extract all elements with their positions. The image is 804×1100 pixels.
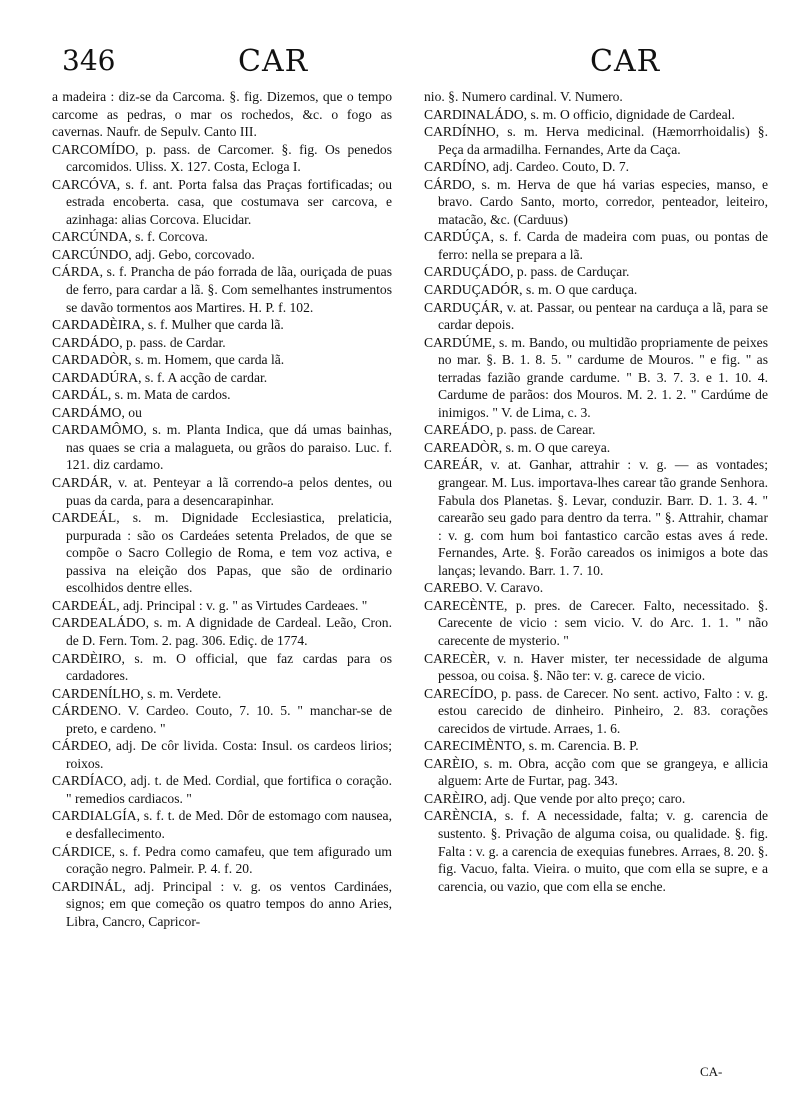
dictionary-entry: CARDEÁL, adj. Principal : v. g. " as Virtudes Cardeaes. " [52, 597, 368, 613]
dictionary-entry: CÁRDICE, s. f. Pedra como camafeu, que tem afigurado um coração negro. Palmeir. P. 4. f. 20. [52, 843, 392, 877]
dictionary-entry: CARDENÍLHO, s. m. Verdete. [52, 685, 222, 701]
dictionary-entry: CAREADÒR, s. m. O que careya. [424, 439, 611, 455]
dictionary-entry: CARDÁDO, p. pass. de Cardar. [52, 334, 226, 350]
dictionary-entry: CÁRDEO, adj. De côr livida. Costa: Insul. os cardeos lirios; roixos. [52, 738, 392, 771]
dictionary-entry: CAREÁR, v. at. Ganhar, attrahir : v. g. — as vontades; grangear. M. Lus. importava-lhes carear tão grande Senhora. Fabula dos Planetas. §. Levar, conduzir. Barr. D. 1. 3. 4. " carearão seu gado para dentro da terra. " §. Attrahir, chamar : v. g. com hum boi fantastico carcão estas aves á rede. Fernandes, Arte. §. Forão careados os inimigos a bote das lanças; levando. Barr. 1. 7. 10. [424, 457, 768, 578]
dictionary-entry: CARDADÚRA, s. f. A acção de cardar. [52, 369, 268, 385]
dictionary-entry: CARECÍDO, p. pass. de Carecer. No sent. activo, Falto : v. g. estou carecido de dinheiro. Pinheiro, 2. 83. corações carecidos de virtude. Arraes, 1. 6. [424, 685, 768, 736]
dictionary-entry: CARDÚME, s. m. Bando, ou multidão propriamente de peixes no mar. §. B. 1. 8. 5. " cardume de Mouros. " e fig. " as terradas fazião grande cardume. " B. 3. 7. 3. e 1. 10. 4. Cardume de parãos: dos Mouros. M. 2. 1. 2. " Cardúme de inimigos. " V. de Lima, c. 3. [424, 334, 768, 420]
right-running-head: CAR [590, 44, 661, 79]
dictionary-entry: CARDÍNO, adj. Cardeo. Couto, D. 7. [424, 159, 630, 175]
dictionary-entry: CARDÍNHO, s. m. Herva medicinal. (Hæmorrhoidalis) §. Peça da armadilha. Fernandes, Arte da Caça. [424, 124, 768, 157]
dictionary-entry: CARDÁL, s. m. Mata de cardos. [52, 387, 231, 403]
dictionary-entry: CARDUÇÁDO, p. pass. de Carduçar. [424, 264, 630, 280]
dictionary-entry: CARÈIRO, adj. Que vende por alto preço; caro. [424, 790, 686, 806]
dictionary-entry: CARÈNCIA, s. f. A necessidade, falta; v. g. carencia de sustento. §. Privação de alguma coisa, ou qualidade. §. fig. Falta : v. g. a carencia de exequias funebres. Arraes, 8. 20. §. fig. Vacuo, falta. Vieira. o muito, que com ella se supre, e a carencia, ou vazio, que com ella se enche. [424, 808, 768, 894]
dictionary-entry: CARDEALÁDO, s. m. A dignidade de Cardeal. Leão, Cron. de D. Fern. Tom. 2. pag. 306. Ediç. de 1774. [52, 615, 392, 648]
dictionary-entry: CARDADÒR, s. m. Homem, que carda lã. [52, 352, 285, 368]
dictionary-entry: CÁRDO, s. m. Herva de que há varias especies, manso, e bravo. Cardo Santo, morto, corredor, penteador, leiteiro, matacão, &c. (Carduus) [424, 176, 768, 227]
left-column [52, 88, 392, 930]
dictionary-entry: CARECIMÈNTO, s. m. Carencia. B. P. [424, 738, 639, 754]
dictionary-entry: CARDUÇADÓR, s. m. O que carduça. [424, 282, 638, 298]
dictionary-entry: CARDEÁL, s. m. Dignidade Ecclesiastica, prelaticia, purpurada : são os Cardeáes setenta Prelados, de que se compõe o Sacro Collegio de Roma, e tem voz activa, e passiva na eleição dos Papas, que são de ordinario escolhidos dentre elles. [52, 510, 392, 596]
catchword: CA- [700, 1064, 723, 1079]
right-column [424, 88, 768, 895]
dictionary-entry: CAREBO. V. Caravo. [424, 580, 544, 596]
page-number: 346 [62, 44, 116, 77]
dictionary-entry: CARDINÁL, adj. Principal : v. g. os ventos Cardináes, signos; em que começão os quatro tempos do anno Aries, Libra, Cancro, Capricor- [52, 878, 392, 929]
dictionary-entry: CÁRDENO. V. Cardeo. Couto, 7. 10. 5. " manchar-se de preto, e cardeno. " [52, 703, 392, 736]
dictionary-entry: nio. §. Numero cardinal. V. Numero. [424, 89, 623, 104]
dictionary-entry: CARDIALGÍA, s. f. t. de Med. Dôr de estomago com nausea, e desfallecimento. [52, 808, 392, 841]
dictionary-entry: CARDÁMO, ou [52, 404, 142, 420]
page-header [40, 40, 770, 84]
dictionary-entry: CARDÁR, v. at. Penteyar a lã correndo-a pelos dentes, ou puas da carda, para a desencarapinhar. [52, 475, 392, 508]
dictionary-entry: CAREÁDO, p. pass. de Carear. [424, 422, 596, 438]
dictionary-entry: CARDADÈIRA, s. f. Mulher que carda lã. [52, 317, 284, 333]
dictionary-entry: CARDÍACO, adj. t. de Med. Cordial, que fortifica o coração. " remedios cardiacos. " [52, 773, 392, 806]
dictionary-entry: CARDÚÇA, s. f. Carda de madeira com puas, ou pontas de ferro: nella se prepara a lã. [424, 229, 768, 262]
dictionary-entry: CARCÓVA, s. f. ant. Porta falsa das Praças fortificadas; ou estrada encoberta. casa, que costumava ser carcova, e azinhaga: alias Corcova. Elucidar. [52, 176, 392, 227]
dictionary-entry: CARDAMÔMO, s. m. Planta Indica, que dá umas bainhas, nas quaes se cria a malagueta, ou grãos do paraiso. Luc. f. 121. diz cardamo. [52, 422, 392, 473]
dictionary-entry: CARECÈR, v. n. Haver mister, ter necessidade de alguma pessoa, ou coisa. §. Não ter: v. g. carece de vicio. [424, 650, 768, 684]
left-running-head: CAR [238, 44, 309, 79]
dictionary-entry: CARDÈIRO, s. m. O official, que faz cardas para os cardadores. [52, 650, 392, 684]
dictionary-entry: a madeira : diz-se da Carcoma. §. fig. Dizemos, que o tempo carcome as pedras, o mar os rochedos, &c. o fogo as cavernas. Naufr. de Sepulv. Canto III. [52, 89, 392, 140]
dictionary-entry: CÁRDA, s. f. Prancha de páo forrada de lãa, ouriçada de puas de ferro, para cardar a lã. §. Com semelhantes instrumentos se davão tormentos aos Martires. H. P. f. 102. [52, 264, 392, 315]
dictionary-entry: CARCOMÍDO, p. pass. de Carcomer. §. fig. Os penedos carcomidos. Uliss. X. 127. Costa, Ecloga I. [52, 141, 392, 175]
dictionary-entry: CARDUÇÁR, v. at. Passar, ou pentear na carduça a lã, para se cardar depois. [424, 299, 768, 333]
dictionary-entry: CARDINALÁDO, s. m. O officio, dignidade de Cardeal. [424, 106, 735, 122]
dictionary-entry: CARÈIO, s. m. Obra, acção com que se grangeya, e allicia alguem: Arte de Furtar, pag. 343. [424, 755, 768, 789]
dictionary-entry: CARCÚNDA, s. f. Corcova. [52, 229, 208, 245]
dictionary-entry: CARCÚNDO, adj. Gebo, corcovado. [52, 246, 255, 262]
dictionary-entry: CARECÈNTE, p. pres. de Carecer. Falto, necessitado. §. Carecente de vicio : sem vicio. V. do Arc. 1. 1. " não carecente de mysterio. " [424, 597, 768, 648]
